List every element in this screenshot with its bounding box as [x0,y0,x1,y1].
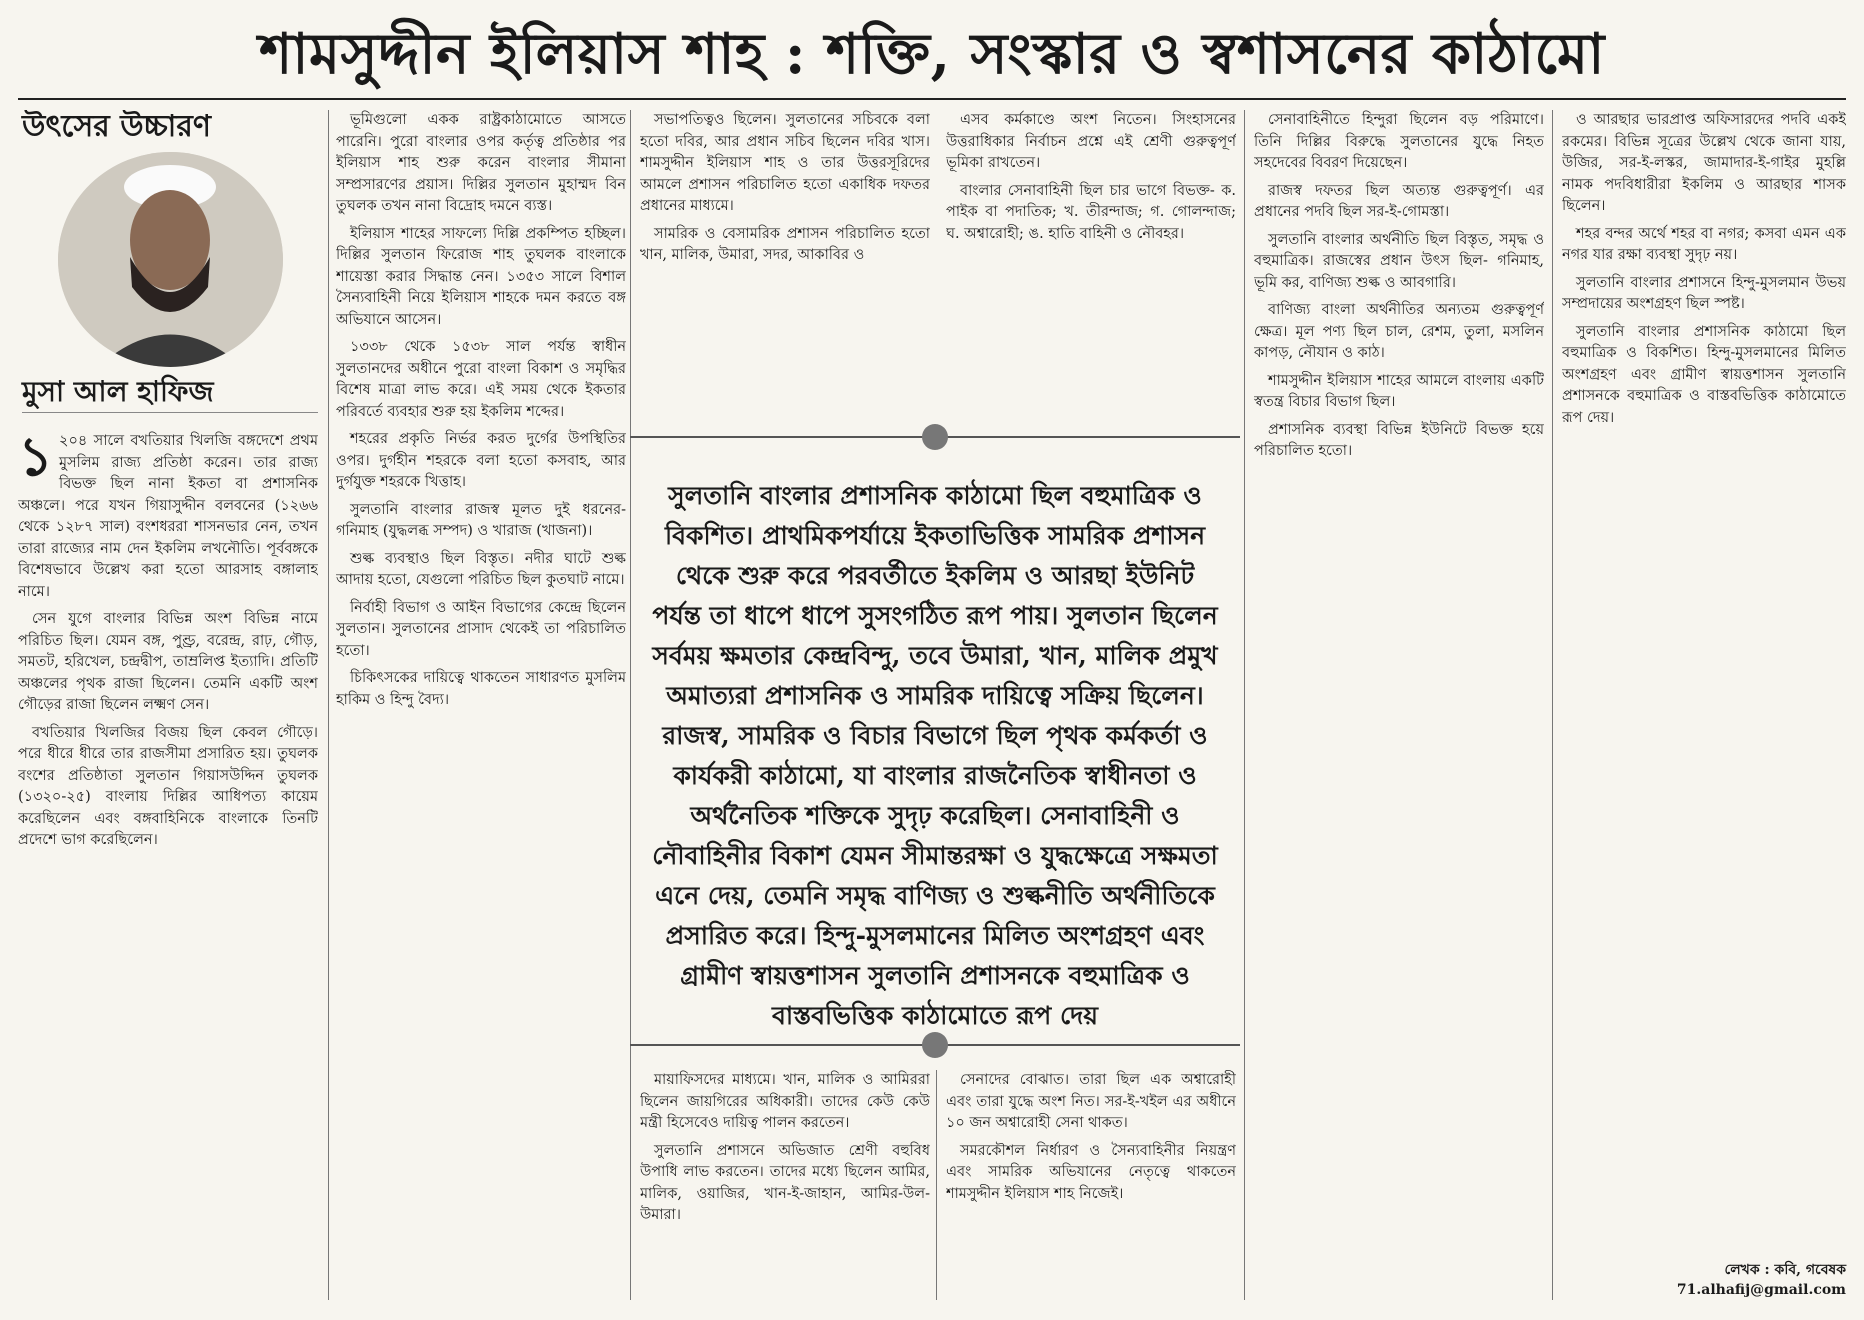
paragraph: ভূমিগুলো একক রাষ্ট্রকাঠামোতে আসতে পারেনি। পুরো বাংলার ওপর কর্তৃত্ব প্রতিষ্ঠার পর ইলিয়াস শাহ শুরু করেন বাংলার সীমানা সম্প্রসারণের প্রয়াস। দিল্লির সুলতান মুহাম্মদ বিন তুঘলক তখন নানা বিদ্রোহ দমনে ব্যস্ত। [336,112,626,214]
paragraph: চিকিৎসকের দায়িত্বে থাকতেন সাধারণত মুসলিম হাকিম ও হিন্দু বৈদ্য। [336,670,626,708]
paragraph: এসব কর্মকাণ্ডে অংশ নিতেন। সিংহাসনের উত্তরাধিকার নির্বাচন প্রশ্নে এই শ্রেণী গুরুত্বপূর্ণ ভূমিকা রাখতেন। [946,112,1236,171]
column-rule [1552,110,1553,1300]
column-2 [336,110,626,1300]
paragraph: ১৩৩৮ থেকে ১৫৩৮ সাল পর্যন্ত স্বাধীন সুলতানদের অধীনে পুরো বাংলা বিকাশ ও সমৃদ্ধির বিশেষ মাত্রা লাভ করে। এই সময় থেকে ইকতার পরিবর্তে ব্যবহার শুরু হয় ইকলিম শব্দের। [336,339,626,420]
paragraph: রাজস্ব দফতর ছিল অত্যন্ত গুরুত্বপূর্ণ। এর প্রধানের পদবি ছিল সর-ই-গোমস্তা। [1254,182,1544,220]
column-name: উৎসের উচ্চারণ [22,110,212,144]
author-photo-icon [58,152,283,367]
column-rule [936,1070,937,1300]
column-6 [1562,110,1846,1250]
paragraph: সেনাবাহিনীতে হিন্দুরা ছিলেন বড় পরিমাণে। তিনি দিল্লির বিরুদ্ধে সুলতানের যুদ্ধে নিহত সহদেবের বিবরণ দিয়েছেন। [1254,112,1544,171]
column-rule [328,110,329,1300]
paragraph: বাংলার সেনাবাহিনী ছিল চার ভাগে বিভক্ত- ক. পাইক বা পদাতিক; খ. তীরন্দাজ; গ. গোলন্দাজ; ঘ. অশ্বারোহী; ঙ. হাতি বাহিনী ও নৌবহর। [946,182,1236,242]
column-3-bottom [640,1070,930,1300]
pull-quote-text: সুলতানি বাংলার প্রশাসনিক কাঠামো ছিল বহুমাত্রিক ও বিকশিত। প্রাথমিকপর্যায়ে ইকতাভিত্তিক সামরিক প্রশাসন থেকে শুরু করে পরবর্তীতে ইকলিম ও আরছা ইউনিট পর্যন্ত তা ধাপে ধাপে সুসংগঠিত রূপ পায়। সুলতান ছিলেন সর্বময় ক্ষমতার কেন্দ্রবিন্দু, তবে উমারা, খান, মালিক প্রমুখ অমাত্যরা প্রশাসনিক ও সামরিক দায়িত্বে সক্রিয় ছিলেন। রাজস্ব, সামরিক ও বিচার বিভাগে ছিল পৃথক কর্মকর্তা ও কার্যকরী কাঠামো, যা বাংলার রাজনৈতিক স্বাধীনতা ও অর্থনৈতিক শক্তিকে সুদৃঢ় করেছিল। সেনাবাহিনী ও নৌবাহিনীর বিকাশ যেমন সীমান্তরক্ষা ও যুদ্ধক্ষেত্রে সক্ষমতা এনে দেয়, তেমনি সমৃদ্ধ বাণিজ্য ও শুল্কনীতি অর্থনীতিকে প্রসারিত করে। হিন্দু-মুসলমানের মিলিত অংশগ্রহণ এবং গ্রামীণ স্বায়ত্তশাসন সুলতানি প্রশাসনকে বহুমাত্রিক ও বাস্তবভিত্তিক কাঠামোতে রূপ দেয় [652,481,1218,1030]
column-rule [1244,110,1245,1300]
pull-quote-dot-bottom [922,1032,948,1058]
signoff-label: লেখক : কবি, গবেষক [1724,1262,1846,1278]
paragraph: ১ ২০৪ সালে বখতিয়ার খিলজি বঙ্গদেশে প্রথম মুসলিম রাজ্য প্রতিষ্ঠা করেন। তার রাজ্য বিভক্ত ছিল নানা ইকতা বা প্রশাসনিক অঞ্চলে। পরে যখন গিয়াসুদ্দীন বলবনের (১২৬৬ থেকে ১২৮৭ সাল) বংশধররা শাসনভার নেন, তখন তারা রাজ্যের নাম দেন ইকলিম লখনৌতি। পূর্ববঙ্গকে বিশেষভাবে উল্লেখ করা হতো আরসাহ বঙ্গালাহ নামে। [18,424,318,600]
paragraph: সুলতানি বাংলার রাজস্ব মূলত দুই ধরনের- গনিমাহ (যুদ্ধলব্ধ সম্পদ) ও খারাজ (খাজনা)। [336,501,626,539]
author-name: মুসা আল হাফিজ [22,381,318,414]
author-photo [58,152,283,367]
paragraph: সামরিক ও বেসামরিক প্রশাসন পরিচালিত হতো খান, মালিক, উমারা, সদর, আকাবির ও [640,225,930,263]
paragraph: সুলতানি প্রশাসনে অভিজাত শ্রেণী বহুবিধ উপাধি লাভ করতেন। তাদের মধ্যে ছিলেন আমির, মালিক, ওয়াজির, খান-ই-জাহান, আমির-উল-উমারা। [640,1142,930,1223]
paragraph: ও আরছার ভারপ্রাপ্ত অফিসারদের পদবি একই রকমের। বিভিন্ন সূত্রের উল্লেখ থেকে জানা যায়, উজির, সর-ই-লস্কর, জামাদার-ই-গাইর মুহল্লি নামক পদবিধারীরা ইকলিম ও আরছার শাসক ছিলেন। [1562,112,1846,214]
headline: শামসুদ্দীন ইলিয়াস শাহ : শক্তি, সংস্কার ও স্বশাসনের কাঠামো [18,14,1846,100]
paragraph: বাণিজ্য বাংলা অর্থনীতির অন্যতম গুরুত্বপূর্ণ ক্ষেত্র। মূল পণ্য ছিল চাল, রেশম, তুলা, মসলিন কাপড়, নৌযান ও কাঠ। [1254,302,1544,361]
paragraph: ইলিয়াস শাহের সাফল্যে দিল্লি প্রকম্পিত হচ্ছিল। দিল্লির সুলতান ফিরোজ শাহ তুঘলক বাংলাকে শায়েস্তা করার সিদ্ধান্ত নেন। ১৩৫৩ সালে বিশাল সৈন্যবাহিনী নিয়ে ইলিয়াস শাহকে দমন করতে বঙ্গ অভিযানে আসেন। [336,225,626,328]
paragraph: শামসুদ্দীন ইলিয়াস শাহের আমলে বাংলায় একটি স্বতন্ত্র বিচার বিভাগ ছিল। [1254,372,1544,410]
author-signoff [1677,1260,1846,1300]
column-5 [1254,110,1544,1300]
paragraph: সেন যুগে বাংলার বিভিন্ন অংশ বিভিন্ন নামে পরিচিত ছিল। যেমন বঙ্গ, পুণ্ড্র, বরেন্দ্র, রাঢ়, গৌড়, সমতট, হরিখেল, চন্দ্রদ্বীপ, তাম্রলিপ্ত ইত্যাদি। প্রতিটি অঞ্চলের পৃথক রাজা ছিলেন। তেমনি একটি অংশ গৌড়ের রাজা ছিলেন লক্ষ্মণ সেন। [18,611,318,713]
paragraph: মায়াফিসদের মাধ্যমে। খান, মালিক ও আমিররা ছিলেন জায়গিরের অধিকারী। তাদের কেউ কেউ মন্ত্রী হিসেবেও দায়িত্ব পালন করতেন। [640,1072,930,1131]
paragraph: বখতিয়ার খিলজির বিজয় ছিল কেবল গৌড়ে। পরে ধীরে ধীরে তার রাজসীমা প্রসারিত হয়। তুঘলক বংশের প্রতিষ্ঠাতা সুলতান গিয়াসউদ্দিন তুঘলক (১৩২০-২৫) বাংলায় দিল্লির আধিপত্য কায়েম করেছিলেন এবং বঙ্গবাহিনিকে বাংলাকে তিনটি প্রদেশে ভাগ করেছিলেন। [18,724,318,848]
pull-quote [630,436,1240,1046]
paragraph: সুলতানি বাংলার প্রশাসনে হিন্দু-মুসলমান উভয় সম্প্রদায়ের অংশগ্রহণ ছিল স্পষ্ট। [1562,274,1846,312]
pull-quote-dot-top [922,424,948,450]
paragraph: সমরকৌশল নির্ধারণ ও সৈন্যবাহিনীর নিয়ন্ত্রণ এবং সামরিক অভিযানের নেতৃত্বে থাকতেন শামসুদ্দীন ইলিয়াস শাহ নিজেই। [946,1142,1236,1202]
column-3-top [640,110,930,410]
paragraph: সেনাদের বোঝাত। তারা ছিল এক অশ্বারোহী এবং তারা যুদ্ধে অংশ নিত। সর-ই-খইল এর অধীনে ১০ জন অশ্বারোহী সেনা থাকত। [946,1072,1236,1131]
paragraph: সুলতানি বাংলার প্রশাসনিক কাঠামো ছিল বহুমাত্রিক ও বিকশিত। হিন্দু-মুসলমানের মিলিত অংশগ্রহণ এবং গ্রামীণ স্বায়ত্তশাসন সুলতানি প্রশাসনকে বহুমাত্রিক ও বাস্তবভিত্তিক কাঠামোতে রূপ দেয়। [1562,323,1846,426]
column-4-bottom [946,1070,1236,1300]
article-body [18,110,1846,1300]
paragraph: প্রশাসনিক ব্যবস্থা বিভিন্ন ইউনিটে বিভক্ত হয়ে পরিচালিত হতো। [1254,421,1544,459]
author-email: 71.alhafij@gmail.com [1676,1282,1846,1298]
paragraph: নির্বাহী বিভাগ ও আইন বিভাগের কেন্দ্রে ছিলেন সুলতান। সুলতানের প্রাসাদ থেকেই তা পরিচালিত হতো। [336,599,626,659]
dropcap: ১ [18,424,54,488]
paragraph: সুলতানি বাংলার অর্থনীতি ছিল বিস্তৃত, সমৃদ্ধ ও বহুমাত্রিক। রাজস্বের প্রধান উৎস ছিল- গনিমাহ, ভূমি কর, বাণিজ্য শুল্ক ও আবগারি। [1254,231,1544,291]
paragraph: সভাপতিত্বও ছিলেন। সুলতানের সচিবকে বলা হতো দবির, আর প্রধান সচিব ছিলেন দবির খাস। শামসুদ্দীন ইলিয়াস শাহ ও তার উত্তরসূরিদের আমলে প্রশাসন পরিচালিত হতো একাধিক দফতর প্রধানের মাধ্যমে। [640,112,930,214]
paragraph: শুল্ক ব্যবস্থাও ছিল বিস্তৃত। নদীর ঘাটে শুল্ক আদায় হতো, যেগুলো পরিচিত ছিল কুতঘাট নামে। [336,550,626,588]
column-1 [18,110,318,1300]
paragraph: শহর বন্দর অর্থে শহর বা নগর; কসবা এমন এক নগর যার রক্ষা ব্যবস্থা সুদৃঢ় নয়। [1562,225,1846,263]
paragraph: শহরের প্রকৃতি নির্ভর করত দুর্গের উপস্থিতির ওপর। দুর্গহীন শহরকে বলা হতো কসবাহ, আর দুর্গযুক্ত শহরকে খিত্তাহ। [336,431,626,490]
column-4-top [946,110,1236,410]
